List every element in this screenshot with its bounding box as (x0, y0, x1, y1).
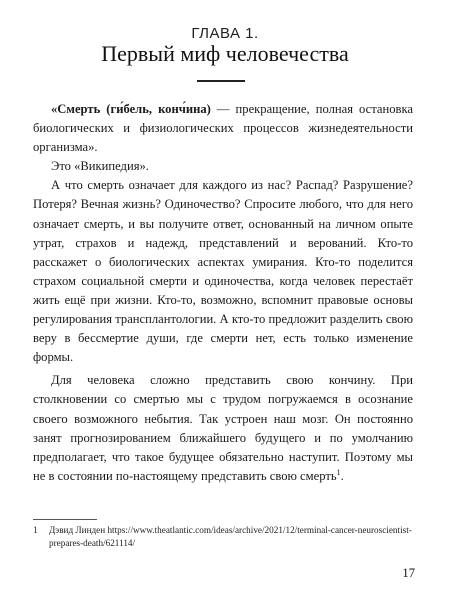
paragraph-imagining-death-text: Для человека сложно представить свою кончину. При столкновении со смертью мы с трудом погружаемся в осознание своего возможного небытия. Так устроен наш мозг. Он постоянно занят прогнозированием ближайшего будущего и по умолчанию предполагает, что такое будущее обязательно наступит. Поэтому мы не в состоянии по-настоящему представить свою смерть (33, 373, 413, 483)
definition-text: — прекращение, полная остановка биологических и физиологических процессов жизнедеятельности организма». (33, 102, 413, 155)
definition-term: «Смерть (ги́бель, конч́ина) (51, 102, 211, 116)
paragraph-imagining-death (33, 371, 413, 486)
paragraph-end-punctuation: . (340, 468, 344, 483)
paragraph-questions: А что смерть означает для каждого из нас? Распад? Разрушение? Потеря? Вечная жизнь? Одиночество? Спросите любого, что для него означает смерть, и вы получите ответ, основанный на личном опыте утрат, страхов и надежд, представлений и верований. Кто-то расскажет о биологических аспектах умирания. Кто-то поделится страхом социальной смерти и одиночества, когда человек перестаёт жить ещё при жизни. Кто-то, возможно, вспомнит правовые основы регулирования трансплантологии. А кто-то предложит разделить свою веру в бессмертие души, где смерти нет, есть только изменение формы. (33, 178, 413, 365)
chapter-label: ГЛАВА 1. (191, 25, 259, 42)
chapter-title: Первый миф человечества (101, 41, 349, 66)
footnote-divider (33, 519, 97, 520)
title-divider (197, 80, 245, 82)
body-text (33, 100, 413, 486)
footnote (33, 524, 413, 550)
footnote-reference[interactable]: 1 (336, 467, 341, 477)
footnote-text: Дэвид Линден https://www.theatlantic.com/ideas/archive/2021/12/terminal-cancer-neuroscientist-prepares-death/621114/ (49, 525, 412, 548)
footnote-number: 1 (33, 525, 38, 535)
paragraph-source: Это «Википедия». (51, 159, 149, 174)
paragraph-definition (33, 100, 413, 157)
page-number: 17 (402, 566, 415, 580)
